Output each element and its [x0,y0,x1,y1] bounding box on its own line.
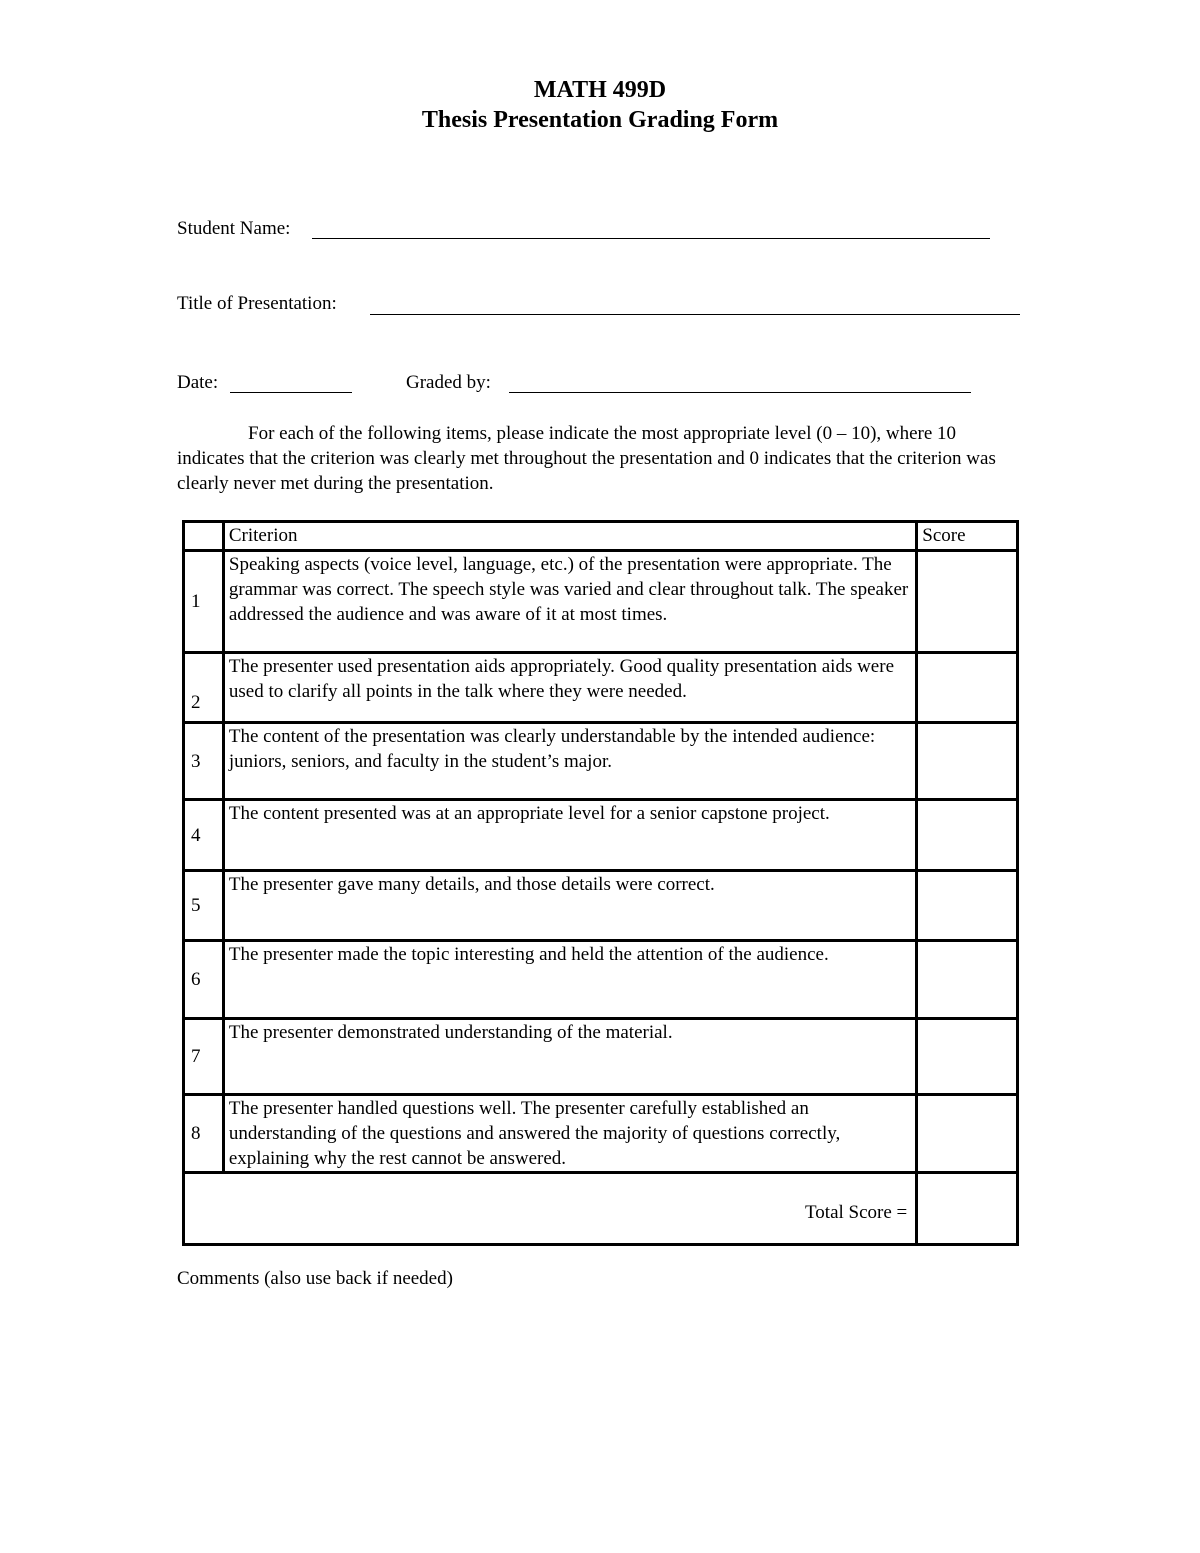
row-number: 6 [184,941,224,1019]
row-number: 2 [184,653,224,723]
header-score: Score [917,522,1018,551]
table-row [184,723,1018,800]
form-title: Thesis Presentation Grading Form [421,107,779,133]
title-label: Title of Presentation: [177,293,337,314]
criterion-text: Speaking aspects (voice level, language, etc.) of the presentation were appropriate. The grammar was correct. The speech style was varied and clear throughout talk. The speaker addressed the audience and was aware of it at most times. [223,551,916,653]
score-cell[interactable] [917,653,1018,723]
row-number: 1 [184,551,224,653]
table-row [184,653,1018,723]
table-row [184,941,1018,1019]
instructions-paragraph [177,421,1017,496]
score-cell[interactable] [917,1019,1018,1095]
student-name-field[interactable] [312,238,990,239]
score-cell[interactable] [917,800,1018,871]
graded-by-field[interactable] [509,392,971,393]
title-field[interactable] [370,314,1020,315]
row-number: 4 [184,800,224,871]
criterion-text: The presenter made the topic interesting and held the attention of the audience. [223,941,916,1019]
score-cell[interactable] [917,871,1018,941]
total-score-label: Total Score = [184,1173,917,1245]
criterion-text: The presenter gave many details, and those details were correct. [223,871,916,941]
date-label: Date: [177,372,219,393]
criterion-text: The presenter handled questions well. The presenter carefully established an understanding of the questions and answered the majority of questions correctly, explaining why the rest cannot be answered. [223,1095,916,1173]
date-field[interactable] [230,392,352,393]
score-cell[interactable] [917,723,1018,800]
table-row [184,800,1018,871]
table-row [184,871,1018,941]
grading-table [182,520,1019,1246]
header-number-cell [184,522,224,551]
criterion-text: The content presented was at an appropriate level for a senior capstone project. [223,800,916,871]
student-name-label: Student Name: [177,218,291,239]
total-score-cell[interactable] [917,1173,1018,1245]
score-cell[interactable] [917,551,1018,653]
header-criterion: Criterion [223,522,916,551]
row-number: 5 [184,871,224,941]
row-number: 8 [184,1095,224,1173]
table-row [184,1019,1018,1095]
graded-by-label: Graded by: [406,372,491,393]
total-row [184,1173,1018,1245]
row-number: 7 [184,1019,224,1095]
table-row [184,551,1018,653]
score-cell[interactable] [917,941,1018,1019]
instructions-text: For each of the following items, please indicate the most appropriate level (0 – 10), where 10 indicates that the criterion was clearly met throughout the presentation and 0 indicates that the criterion was clearly never met during the presentation. [177,423,996,494]
score-cell[interactable] [917,1095,1018,1173]
criterion-text: The content of the presentation was clearly understandable by the intended audience: juniors, seniors, and faculty in the student’s major. [223,723,916,800]
table-row [184,1095,1018,1173]
table-header-row [184,522,1018,551]
criterion-text: The presenter used presentation aids appropriately. Good quality presentation aids were used to clarify all points in the talk where they were needed. [223,653,916,723]
comments-label: Comments (also use back if needed) [177,1268,453,1289]
criterion-text: The presenter demonstrated understanding of the material. [223,1019,916,1095]
row-number: 3 [184,723,224,800]
course-title: MATH 499D [533,77,667,103]
